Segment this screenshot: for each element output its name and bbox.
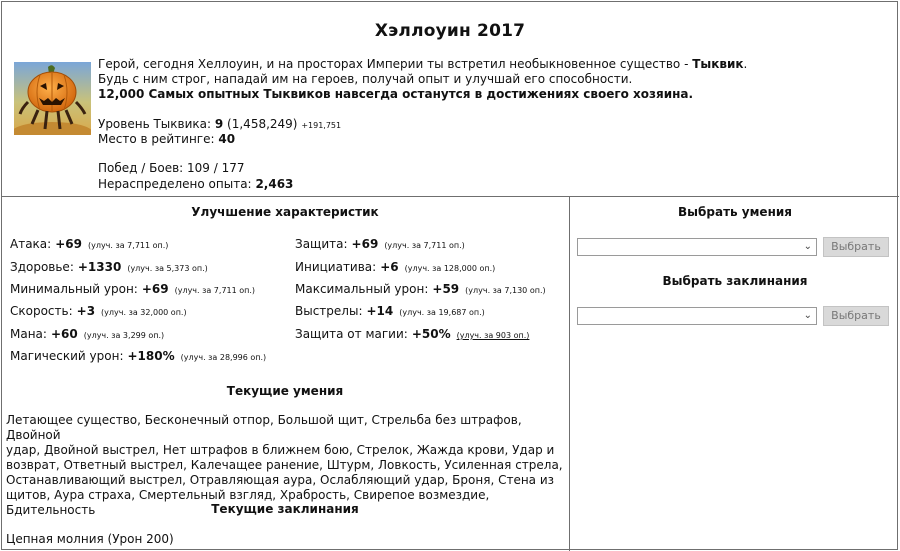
upgrade-value: +3 [76, 304, 96, 318]
upgrade-speed[interactable] [10, 304, 187, 318]
page-title: Хэллоуин 2017 [374, 21, 526, 41]
upgrade-label: Скорость: [10, 304, 73, 318]
level-exp: (1,458,249) [227, 117, 298, 131]
upgrade-cost: (улуч. за 28,996 оп.) [180, 353, 267, 362]
upgrade-label: Выстрелы: [295, 304, 363, 318]
creature-name: Тыквик [692, 57, 744, 71]
level-delta: +191,751 [301, 121, 342, 130]
upgrade-label: Мана: [10, 327, 47, 341]
wins-value: 109 / 177 [187, 161, 245, 175]
level-value: 9 [214, 117, 224, 131]
upgrade-min-damage[interactable] [10, 282, 255, 296]
horizontal-divider [1, 196, 899, 197]
unspent-value: 2,463 [255, 177, 294, 191]
upgrade-value: +14 [366, 304, 394, 318]
upgrade-value: +6 [380, 260, 399, 274]
intro-line2: Будь с ним строг, нападай им на героев, получай опыт и улучшай его способности. [98, 72, 633, 86]
upgrade-label: Минимальный урон: [10, 282, 138, 296]
upgrade-magic-damage[interactable] [10, 349, 266, 363]
upgrade-label: Защита от магии: [295, 327, 408, 341]
wins-label: Побед / Боев: [98, 161, 184, 175]
upgrade-label: Атака: [10, 237, 52, 251]
upgrade-value: +50% [411, 327, 451, 341]
skills-line: Останавливающий выстрел, Отравляющая аура, Ослабляющий удар, Броня, Стена из [6, 473, 555, 487]
upgrade-magic-defense[interactable] [295, 327, 529, 341]
unspent-label: Нераспределено опыта: [98, 177, 252, 191]
upgrade-label: Инициатива: [295, 260, 377, 274]
upgrade-attack[interactable] [10, 237, 168, 251]
level-label: Уровень Тыквика: [98, 117, 212, 131]
upgrade-label: Магический урон: [10, 349, 124, 363]
skills-select[interactable] [577, 238, 817, 256]
upgrade-cost: (улуч. за 7,711 оп.) [384, 241, 465, 250]
upgrade-shots[interactable] [295, 304, 485, 318]
skills-line: удар, Двойной выстрел, Нет штрафов в ближнем бою, Стрелок, Жажда крови, Удар и [6, 443, 555, 457]
upgrade-label: Максимальный урон: [295, 282, 429, 296]
upgrade-label: Здоровье: [10, 260, 74, 274]
unspent-line [98, 177, 293, 192]
intro-line1-end: . [743, 57, 748, 71]
upgrade-health[interactable] [10, 260, 208, 274]
upgrades-title: Улучшение характеристик [191, 205, 379, 219]
choose-spell-button[interactable]: Выбрать [823, 306, 889, 326]
upgrade-value: +60 [50, 327, 78, 341]
upgrade-cost: (улуч. за 7,711 оп.) [174, 286, 256, 295]
intro-line1: Герой, сегодня Хеллоуин, и на просторах Империи ты встретил необыкновенное существо - [98, 57, 693, 71]
upgrade-cost: (улуч. за 19,687 оп.) [399, 308, 485, 317]
upgrade-value: +59 [432, 282, 460, 296]
upgrade-value: +69 [141, 282, 169, 296]
upgrade-mana[interactable] [10, 327, 164, 341]
wins-line [98, 161, 245, 176]
spells-list: Цепная молния (Урон 200) [6, 532, 174, 546]
skills-line: Летающее существо, Бесконечный отпор, Большой щит, Стрельба без штрафов, Двойной [6, 413, 522, 442]
upgrade-cost: (улуч. за 7,711 оп.) [87, 241, 169, 250]
upgrade-cost-link[interactable]: (улуч. за 903 оп.) [456, 331, 530, 340]
chevron-down-icon: ⌄ [803, 241, 812, 252]
upgrade-cost: (улуч. за 3,299 оп.) [83, 331, 165, 340]
spells-select[interactable] [577, 307, 817, 325]
upgrade-cost: (улуч. за 7,130 оп.) [465, 286, 546, 295]
rating-label: Место в рейтинге: [98, 132, 215, 146]
rating-line [98, 132, 235, 147]
upgrade-cost: (улуч. за 32,000 оп.) [101, 308, 187, 317]
skills-line: щитов, Аура страха, Смертельный взгляд, Храбрость, Свирепое возмездие, Бдительность [6, 488, 490, 517]
choose-skills-title: Выбрать умения [678, 205, 792, 219]
upgrade-max-damage[interactable] [295, 282, 546, 296]
choose-spells-title: Выбрать заклинания [662, 274, 808, 288]
intro-text [98, 57, 747, 102]
upgrade-value: +1330 [77, 260, 122, 274]
upgrade-label: Защита: [295, 237, 348, 251]
spells-title: Текущие заклинания [211, 502, 359, 516]
vertical-divider [569, 196, 570, 551]
upgrade-value: +69 [55, 237, 82, 251]
upgrade-value: +180% [127, 349, 175, 363]
skills-line: возврат, Ответный выстрел, Калечащее ранение, Штурм, Ловкость, Усиленная стрела, [6, 458, 563, 472]
upgrade-defense[interactable] [295, 237, 465, 251]
chevron-down-icon: ⌄ [803, 310, 812, 321]
pumpkin-avatar-icon [14, 62, 91, 135]
upgrade-value: +69 [351, 237, 379, 251]
skills-title: Текущие умения [226, 384, 344, 398]
level-line [98, 117, 341, 133]
upgrade-cost: (улуч. за 5,373 оп.) [127, 264, 208, 273]
upgrade-cost: (улуч. за 128,000 оп.) [404, 264, 496, 273]
rating-value: 40 [218, 132, 236, 146]
intro-line3: 12,000 Самых опытных Тыквиков навсегда останутся в достижениях своего хозяина. [98, 87, 694, 101]
upgrade-initiative[interactable] [295, 260, 495, 274]
choose-skill-button[interactable]: Выбрать [823, 237, 889, 257]
